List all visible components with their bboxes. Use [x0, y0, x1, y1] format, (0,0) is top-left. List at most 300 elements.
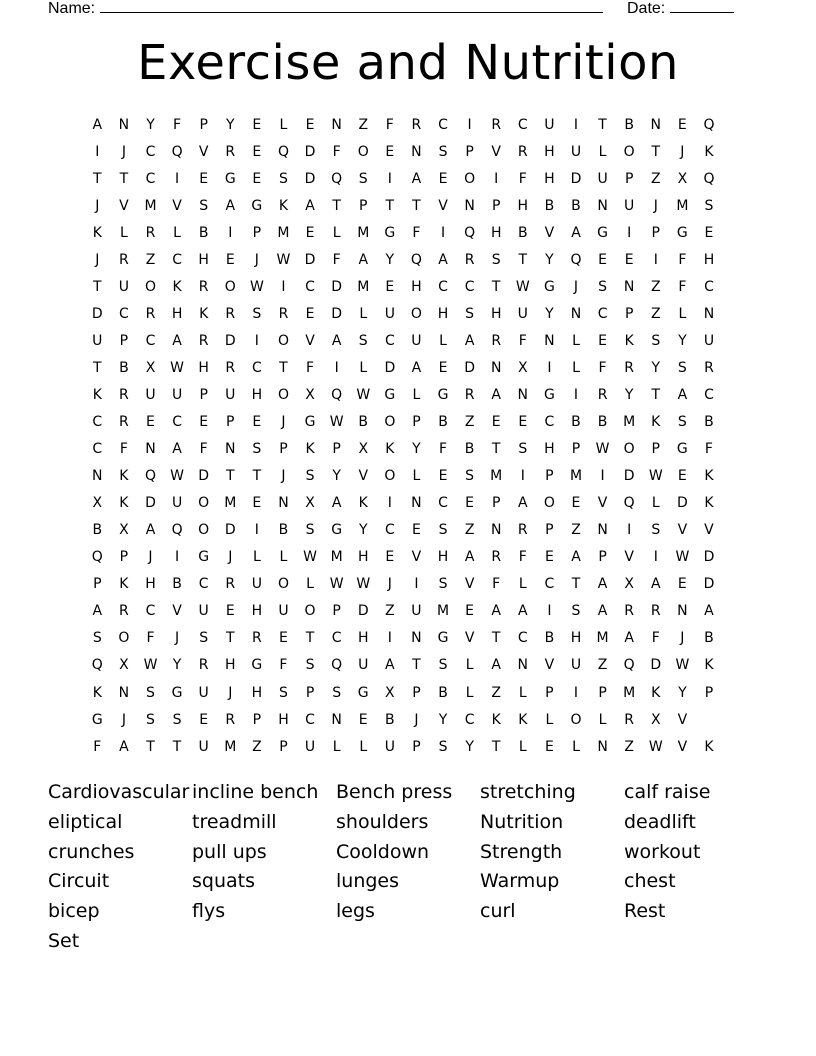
- grid-letter[interactable]: J: [573, 278, 579, 295]
- grid-letter[interactable]: C: [145, 170, 156, 187]
- grid-letter[interactable]: J: [653, 197, 658, 214]
- grid-letter[interactable]: Q: [570, 251, 582, 268]
- grid-letter[interactable]: G: [357, 684, 369, 701]
- grid-letter[interactable]: M: [144, 197, 157, 214]
- grid-letter[interactable]: T: [93, 359, 102, 376]
- grid-letter[interactable]: A: [331, 495, 342, 512]
- grid-letter[interactable]: V: [411, 549, 422, 566]
- grid-letter[interactable]: Q: [331, 386, 343, 403]
- grid-letter[interactable]: M: [357, 224, 370, 241]
- grid-letter[interactable]: R: [198, 657, 209, 674]
- grid-letter[interactable]: K: [92, 224, 102, 241]
- grid-letter[interactable]: M: [676, 197, 689, 214]
- grid-letter[interactable]: O: [304, 603, 316, 620]
- grid-letter[interactable]: S: [332, 684, 342, 701]
- grid-letter[interactable]: R: [119, 251, 129, 268]
- grid-letter[interactable]: K: [491, 711, 501, 728]
- grid-letter[interactable]: Y: [678, 684, 687, 701]
- grid-letter[interactable]: L: [332, 738, 341, 755]
- grid-letter[interactable]: U: [624, 197, 635, 214]
- grid-letter[interactable]: T: [598, 116, 607, 133]
- grid-letter[interactable]: Y: [412, 441, 421, 458]
- grid-letter[interactable]: Y: [385, 251, 395, 268]
- grid-letter[interactable]: T: [172, 738, 182, 755]
- grid-letter[interactable]: L: [359, 738, 368, 755]
- grid-letter[interactable]: G: [597, 224, 608, 241]
- grid-letter[interactable]: I: [547, 603, 552, 620]
- grid-letter[interactable]: P: [545, 468, 554, 485]
- grid-letter[interactable]: G: [543, 386, 555, 403]
- grid-letter[interactable]: Y: [225, 116, 235, 133]
- grid-letter[interactable]: E: [465, 603, 475, 620]
- grid-letter[interactable]: R: [624, 603, 635, 620]
- grid-letter[interactable]: J: [680, 143, 685, 160]
- grid-letter[interactable]: F: [518, 332, 527, 349]
- grid-letter[interactable]: A: [172, 332, 182, 349]
- grid-letter[interactable]: J: [228, 684, 233, 701]
- grid-letter[interactable]: E: [146, 414, 155, 431]
- grid-letter[interactable]: K: [119, 495, 129, 512]
- grid-letter[interactable]: J: [228, 549, 233, 566]
- grid-letter[interactable]: L: [412, 386, 421, 403]
- grid-letter[interactable]: K: [172, 278, 182, 295]
- grid-letter[interactable]: K: [385, 441, 395, 458]
- grid-letter[interactable]: N: [490, 359, 502, 376]
- grid-letter[interactable]: U: [171, 495, 183, 512]
- grid-letter[interactable]: E: [305, 224, 315, 241]
- grid-letter[interactable]: R: [198, 332, 209, 349]
- grid-letter[interactable]: V: [305, 332, 315, 349]
- grid-letter[interactable]: V: [677, 522, 688, 539]
- grid-letter[interactable]: L: [173, 224, 181, 241]
- grid-letter[interactable]: A: [597, 576, 608, 593]
- grid-letter[interactable]: Y: [545, 251, 554, 268]
- grid-letter[interactable]: T: [571, 576, 581, 593]
- grid-letter[interactable]: V: [491, 143, 501, 160]
- grid-letter[interactable]: G: [543, 278, 555, 295]
- grid-letter[interactable]: P: [199, 386, 208, 403]
- grid-letter[interactable]: C: [464, 711, 475, 728]
- grid-letter[interactable]: E: [252, 414, 262, 431]
- grid-letter[interactable]: S: [518, 441, 528, 458]
- grid-letter[interactable]: N: [331, 116, 342, 133]
- grid-letter[interactable]: L: [678, 305, 687, 322]
- grid-letter[interactable]: R: [251, 630, 262, 647]
- grid-letter[interactable]: C: [384, 332, 395, 349]
- grid-letter[interactable]: C: [438, 278, 448, 295]
- grid-letter[interactable]: B: [517, 224, 528, 241]
- grid-letter[interactable]: T: [651, 386, 661, 403]
- grid-letter[interactable]: R: [198, 278, 209, 295]
- grid-letter[interactable]: N: [570, 305, 582, 322]
- grid-letter[interactable]: P: [571, 441, 581, 458]
- grid-letter[interactable]: I: [281, 278, 286, 295]
- grid-letter[interactable]: L: [572, 332, 580, 349]
- grid-letter[interactable]: Q: [171, 143, 183, 160]
- grid-letter[interactable]: J: [281, 468, 286, 485]
- grid-letter[interactable]: A: [331, 332, 342, 349]
- grid-letter[interactable]: B: [438, 414, 448, 431]
- grid-letter[interactable]: H: [544, 170, 555, 187]
- grid-letter[interactable]: L: [252, 549, 261, 566]
- grid-letter[interactable]: K: [358, 495, 368, 512]
- grid-letter[interactable]: T: [412, 657, 421, 674]
- grid-letter[interactable]: Z: [650, 170, 661, 187]
- grid-letter[interactable]: F: [438, 441, 448, 458]
- grid-letter[interactable]: Z: [385, 603, 395, 620]
- grid-letter[interactable]: N: [118, 684, 130, 701]
- grid-letter[interactable]: W: [675, 657, 690, 674]
- grid-letter[interactable]: F: [518, 549, 527, 566]
- grid-letter[interactable]: M: [224, 495, 237, 512]
- grid-letter[interactable]: E: [385, 549, 395, 566]
- grid-letter[interactable]: R: [119, 386, 129, 403]
- grid-letter[interactable]: S: [677, 359, 687, 376]
- grid-letter[interactable]: N: [517, 657, 529, 674]
- grid-letter[interactable]: R: [225, 711, 236, 728]
- grid-letter[interactable]: P: [252, 711, 262, 728]
- grid-letter[interactable]: L: [332, 224, 341, 241]
- grid-letter[interactable]: E: [598, 332, 607, 349]
- grid-letter[interactable]: K: [305, 441, 315, 458]
- grid-letter[interactable]: R: [225, 143, 236, 160]
- grid-letter[interactable]: Q: [703, 116, 715, 133]
- grid-letter[interactable]: C: [145, 332, 156, 349]
- grid-letter[interactable]: H: [251, 386, 263, 403]
- grid-letter[interactable]: Y: [146, 116, 155, 133]
- grid-letter[interactable]: F: [678, 251, 687, 268]
- grid-letter[interactable]: F: [279, 657, 288, 674]
- grid-letter[interactable]: C: [517, 116, 528, 133]
- grid-letter[interactable]: T: [385, 197, 395, 214]
- grid-letter[interactable]: D: [224, 522, 236, 539]
- grid-letter[interactable]: M: [330, 549, 343, 566]
- grid-letter[interactable]: F: [306, 359, 315, 376]
- grid-letter[interactable]: S: [279, 170, 288, 187]
- grid-letter[interactable]: S: [677, 414, 687, 431]
- grid-letter[interactable]: U: [145, 386, 156, 403]
- grid-letter[interactable]: J: [148, 549, 153, 566]
- grid-letter[interactable]: A: [464, 332, 475, 349]
- grid-letter[interactable]: S: [438, 143, 448, 160]
- grid-letter[interactable]: G: [304, 414, 316, 431]
- grid-letter[interactable]: M: [569, 468, 583, 485]
- grid-letter[interactable]: L: [465, 684, 474, 701]
- grid-letter[interactable]: W: [276, 251, 291, 268]
- grid-letter[interactable]: E: [624, 251, 634, 268]
- grid-letter[interactable]: Q: [410, 251, 422, 268]
- grid-letter[interactable]: R: [119, 603, 129, 620]
- grid-letter[interactable]: A: [571, 549, 581, 566]
- grid-letter[interactable]: T: [305, 630, 315, 647]
- grid-letter[interactable]: A: [358, 251, 369, 268]
- grid-letter[interactable]: B: [571, 197, 581, 214]
- grid-letter[interactable]: F: [385, 116, 394, 133]
- grid-letter[interactable]: K: [704, 657, 714, 674]
- grid-letter[interactable]: P: [93, 576, 102, 593]
- grid-letter[interactable]: J: [95, 197, 100, 214]
- grid-letter[interactable]: W: [249, 278, 264, 295]
- grid-letter[interactable]: S: [305, 657, 315, 674]
- grid-letter[interactable]: E: [225, 251, 235, 268]
- grid-letter[interactable]: T: [119, 170, 129, 187]
- grid-letter[interactable]: U: [384, 305, 395, 322]
- grid-letter[interactable]: D: [570, 170, 582, 187]
- grid-letter[interactable]: Q: [171, 522, 183, 539]
- grid-letter[interactable]: K: [651, 414, 661, 431]
- grid-letter[interactable]: A: [491, 603, 501, 620]
- grid-letter[interactable]: L: [359, 305, 368, 322]
- grid-letter[interactable]: B: [92, 522, 103, 539]
- grid-letter[interactable]: F: [598, 359, 607, 376]
- grid-letter[interactable]: D: [703, 576, 715, 593]
- grid-letter[interactable]: B: [704, 414, 714, 431]
- grid-letter[interactable]: M: [490, 468, 503, 485]
- grid-letter[interactable]: I: [547, 359, 552, 376]
- grid-letter[interactable]: Q: [91, 549, 103, 566]
- grid-letter[interactable]: E: [279, 630, 288, 647]
- grid-letter[interactable]: W: [675, 549, 690, 566]
- grid-letter[interactable]: I: [653, 251, 658, 268]
- grid-letter[interactable]: F: [518, 170, 527, 187]
- grid-letter[interactable]: I: [228, 224, 233, 241]
- grid-letter[interactable]: N: [145, 441, 156, 458]
- grid-letter[interactable]: V: [624, 549, 634, 566]
- grid-letter[interactable]: P: [119, 332, 129, 349]
- grid-letter[interactable]: S: [305, 522, 315, 539]
- grid-letter[interactable]: U: [411, 332, 422, 349]
- grid-letter[interactable]: G: [384, 386, 396, 403]
- grid-letter[interactable]: K: [704, 738, 714, 755]
- grid-letter[interactable]: W: [329, 576, 344, 593]
- grid-letter[interactable]: K: [119, 576, 129, 593]
- grid-letter[interactable]: K: [704, 468, 714, 485]
- grid-letter[interactable]: K: [199, 305, 209, 322]
- grid-letter[interactable]: C: [331, 630, 342, 647]
- grid-letter[interactable]: O: [384, 468, 396, 485]
- grid-letter[interactable]: P: [279, 738, 288, 755]
- grid-letter[interactable]: F: [332, 143, 341, 160]
- grid-letter[interactable]: O: [623, 143, 635, 160]
- grid-letter[interactable]: S: [651, 522, 661, 539]
- grid-letter[interactable]: P: [359, 197, 368, 214]
- grid-letter[interactable]: K: [624, 332, 634, 349]
- grid-letter[interactable]: C: [305, 711, 315, 728]
- grid-letter[interactable]: T: [518, 251, 528, 268]
- grid-letter[interactable]: S: [172, 711, 182, 728]
- grid-letter[interactable]: R: [225, 576, 236, 593]
- grid-letter[interactable]: K: [92, 684, 102, 701]
- grid-letter[interactable]: A: [491, 657, 501, 674]
- grid-letter[interactable]: Q: [703, 170, 715, 187]
- grid-letter[interactable]: D: [384, 359, 396, 376]
- grid-letter[interactable]: I: [573, 386, 579, 403]
- grid-letter[interactable]: H: [278, 711, 289, 728]
- grid-letter[interactable]: E: [598, 251, 607, 268]
- grid-letter[interactable]: A: [597, 603, 608, 620]
- grid-letter[interactable]: G: [676, 224, 688, 241]
- grid-letter[interactable]: U: [171, 386, 183, 403]
- grid-letter[interactable]: H: [411, 278, 422, 295]
- grid-letter[interactable]: S: [146, 684, 155, 701]
- grid-letter[interactable]: [696, 706, 723, 733]
- grid-letter[interactable]: B: [198, 224, 209, 241]
- grid-letter[interactable]: L: [651, 495, 660, 512]
- grid-letter[interactable]: P: [624, 305, 634, 322]
- grid-letter[interactable]: L: [279, 116, 288, 133]
- grid-letter[interactable]: F: [119, 441, 128, 458]
- grid-letter[interactable]: S: [571, 603, 581, 620]
- grid-letter[interactable]: C: [704, 386, 714, 403]
- grid-letter[interactable]: A: [305, 197, 315, 214]
- grid-letter[interactable]: I: [175, 170, 180, 187]
- grid-letter[interactable]: F: [492, 576, 501, 593]
- grid-letter[interactable]: F: [173, 116, 182, 133]
- grid-letter[interactable]: M: [224, 738, 237, 755]
- grid-letter[interactable]: M: [436, 603, 450, 620]
- grid-letter[interactable]: Y: [545, 305, 554, 322]
- grid-letter[interactable]: C: [384, 522, 395, 539]
- grid-letter[interactable]: N: [225, 441, 236, 458]
- grid-letter[interactable]: U: [570, 143, 582, 160]
- grid-letter[interactable]: H: [198, 359, 209, 376]
- grid-letter[interactable]: J: [175, 630, 180, 647]
- grid-letter[interactable]: I: [387, 495, 392, 512]
- grid-letter[interactable]: E: [704, 224, 714, 241]
- grid-letter[interactable]: O: [277, 386, 289, 403]
- grid-letter[interactable]: N: [623, 278, 635, 295]
- grid-letter[interactable]: P: [491, 495, 501, 512]
- grid-letter[interactable]: T: [332, 197, 341, 214]
- grid-letter[interactable]: G: [224, 170, 236, 187]
- grid-letter[interactable]: P: [704, 684, 714, 701]
- grid-letter[interactable]: A: [491, 386, 501, 403]
- grid-letter[interactable]: X: [119, 522, 129, 539]
- grid-letter[interactable]: U: [278, 603, 289, 620]
- grid-letter[interactable]: I: [254, 522, 259, 539]
- grid-letter[interactable]: N: [597, 197, 608, 214]
- grid-letter[interactable]: R: [225, 305, 236, 322]
- grid-letter[interactable]: P: [598, 549, 607, 566]
- grid-letter[interactable]: B: [624, 116, 634, 133]
- grid-letter[interactable]: Z: [358, 116, 369, 133]
- grid-letter[interactable]: F: [704, 441, 713, 458]
- grid-letter[interactable]: V: [544, 657, 555, 674]
- grid-letter[interactable]: H: [544, 143, 555, 160]
- grid-letter[interactable]: P: [651, 224, 660, 241]
- grid-letter[interactable]: R: [411, 116, 422, 133]
- grid-letter[interactable]: N: [278, 495, 289, 512]
- grid-letter[interactable]: O: [277, 576, 289, 593]
- grid-letter[interactable]: G: [384, 224, 396, 241]
- grid-letter[interactable]: N: [597, 738, 608, 755]
- grid-letter[interactable]: I: [95, 143, 100, 160]
- grid-letter[interactable]: X: [650, 711, 661, 728]
- grid-letter[interactable]: C: [438, 116, 448, 133]
- grid-letter[interactable]: E: [199, 711, 209, 728]
- grid-letter[interactable]: E: [358, 711, 368, 728]
- grid-letter[interactable]: Z: [571, 522, 581, 539]
- grid-letter[interactable]: A: [464, 549, 475, 566]
- grid-letter[interactable]: H: [570, 630, 582, 647]
- grid-letter[interactable]: T: [279, 359, 288, 376]
- grid-letter[interactable]: Z: [491, 684, 501, 701]
- grid-letter[interactable]: E: [544, 549, 554, 566]
- grid-letter[interactable]: O: [384, 414, 396, 431]
- grid-letter[interactable]: J: [95, 251, 100, 268]
- grid-letter[interactable]: N: [331, 711, 342, 728]
- grid-letter[interactable]: T: [412, 197, 421, 214]
- grid-letter[interactable]: R: [119, 414, 129, 431]
- grid-letter[interactable]: C: [251, 359, 262, 376]
- grid-letter[interactable]: N: [650, 116, 661, 133]
- grid-letter[interactable]: N: [544, 332, 555, 349]
- grid-letter[interactable]: D: [676, 495, 688, 512]
- grid-letter[interactable]: O: [198, 495, 210, 512]
- grid-letter[interactable]: C: [704, 278, 714, 295]
- grid-letter[interactable]: J: [121, 711, 126, 728]
- grid-letter[interactable]: Z: [624, 738, 634, 755]
- grid-letter[interactable]: K: [704, 495, 714, 512]
- grid-letter[interactable]: J: [254, 251, 259, 268]
- grid-letter[interactable]: N: [677, 603, 688, 620]
- grid-letter[interactable]: O: [277, 332, 289, 349]
- grid-letter[interactable]: D: [304, 170, 316, 187]
- grid-letter[interactable]: R: [225, 359, 236, 376]
- grid-letter[interactable]: B: [278, 522, 289, 539]
- grid-letter[interactable]: U: [384, 738, 395, 755]
- grid-letter[interactable]: T: [252, 468, 262, 485]
- grid-letter[interactable]: L: [119, 224, 128, 241]
- grid-letter[interactable]: E: [438, 359, 448, 376]
- grid-letter[interactable]: H: [145, 576, 156, 593]
- grid-letter[interactable]: I: [387, 170, 392, 187]
- grid-letter[interactable]: S: [252, 305, 262, 322]
- grid-letter[interactable]: A: [385, 657, 395, 674]
- grid-letter[interactable]: G: [437, 630, 449, 647]
- grid-letter[interactable]: E: [491, 414, 501, 431]
- grid-letter[interactable]: P: [624, 170, 634, 187]
- grid-letter[interactable]: Z: [650, 278, 661, 295]
- grid-letter[interactable]: B: [464, 441, 475, 458]
- grid-letter[interactable]: D: [145, 495, 156, 512]
- grid-letter[interactable]: R: [145, 305, 156, 322]
- grid-letter[interactable]: D: [357, 603, 369, 620]
- grid-letter[interactable]: C: [517, 630, 528, 647]
- grid-letter[interactable]: O: [357, 143, 369, 160]
- grid-letter[interactable]: S: [305, 468, 315, 485]
- grid-letter[interactable]: S: [252, 441, 262, 458]
- grid-letter[interactable]: S: [438, 576, 448, 593]
- grid-letter[interactable]: R: [145, 224, 156, 241]
- grid-letter[interactable]: S: [358, 170, 368, 187]
- grid-letter[interactable]: R: [517, 143, 528, 160]
- grid-letter[interactable]: L: [572, 738, 580, 755]
- grid-letter[interactable]: W: [170, 468, 184, 485]
- grid-letter[interactable]: E: [677, 576, 687, 593]
- grid-letter[interactable]: J: [387, 576, 392, 593]
- grid-letter[interactable]: A: [518, 603, 528, 620]
- grid-letter[interactable]: G: [251, 197, 263, 214]
- grid-letter[interactable]: U: [517, 305, 528, 322]
- grid-letter[interactable]: T: [146, 738, 155, 755]
- grid-letter[interactable]: R: [650, 603, 661, 620]
- grid-letter[interactable]: L: [518, 684, 527, 701]
- grid-letter[interactable]: W: [329, 414, 344, 431]
- grid-letter[interactable]: Z: [464, 522, 475, 539]
- grid-letter[interactable]: E: [544, 738, 554, 755]
- grid-letter[interactable]: E: [225, 603, 235, 620]
